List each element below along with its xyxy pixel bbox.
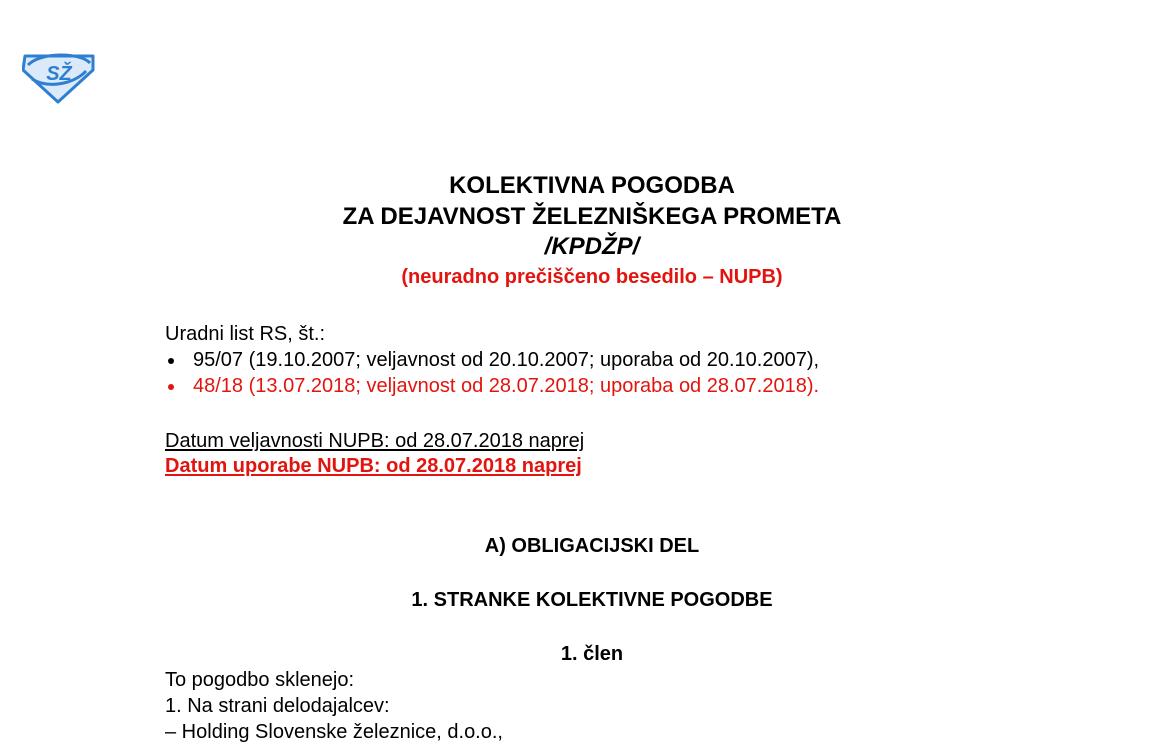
logo-lettering: SŽ [46,63,72,85]
document-title-line-1: KOLEKTIVNA POGODBA [449,172,735,199]
gazette-list [165,347,819,399]
document-title-line-2: ZA DEJAVNOST ŽELEZNIŠKEGA PROMETA [342,203,842,230]
use-date: Datum uporabe NUPB: od 28.07.2018 naprej [165,455,582,477]
slovenske-zeleznice-logo [22,48,96,104]
validity-date: Datum veljavnosti NUPB: od 28.07.2018 naprej [165,430,585,452]
document-subtitle: (neuradno prečiščeno besedilo – NUPB) [401,266,783,288]
gazette-entry [165,347,819,373]
bullet-icon [168,384,174,390]
article-heading: 1. člen [560,643,624,665]
bullet-icon [168,358,174,364]
gazette-entry-text: 48/18 (13.07.2018; veljavnost od 28.07.2018; uporaba od 28.07.2018). [193,375,820,397]
body-line: – Holding Slovenske železnice, d.o.o., [165,721,503,743]
document-title-abbreviation: /KPDŽP/ [544,233,640,260]
body-line: To pogodbo sklenejo: [165,669,355,691]
chapter-heading: 1. STRANKE KOLEKTIVNE POGODBE [411,589,773,611]
part-heading: A) OBLIGACIJSKI DEL [484,535,700,557]
gazette-label: Uradni list RS, št.: [165,323,326,345]
gazette-entry-text: 95/07 (19.10.2007; veljavnost od 20.10.2007; uporaba od 20.10.2007), [193,349,820,371]
gazette-entry [165,373,819,399]
body-line: 1. Na strani delodajalcev: [165,695,390,717]
